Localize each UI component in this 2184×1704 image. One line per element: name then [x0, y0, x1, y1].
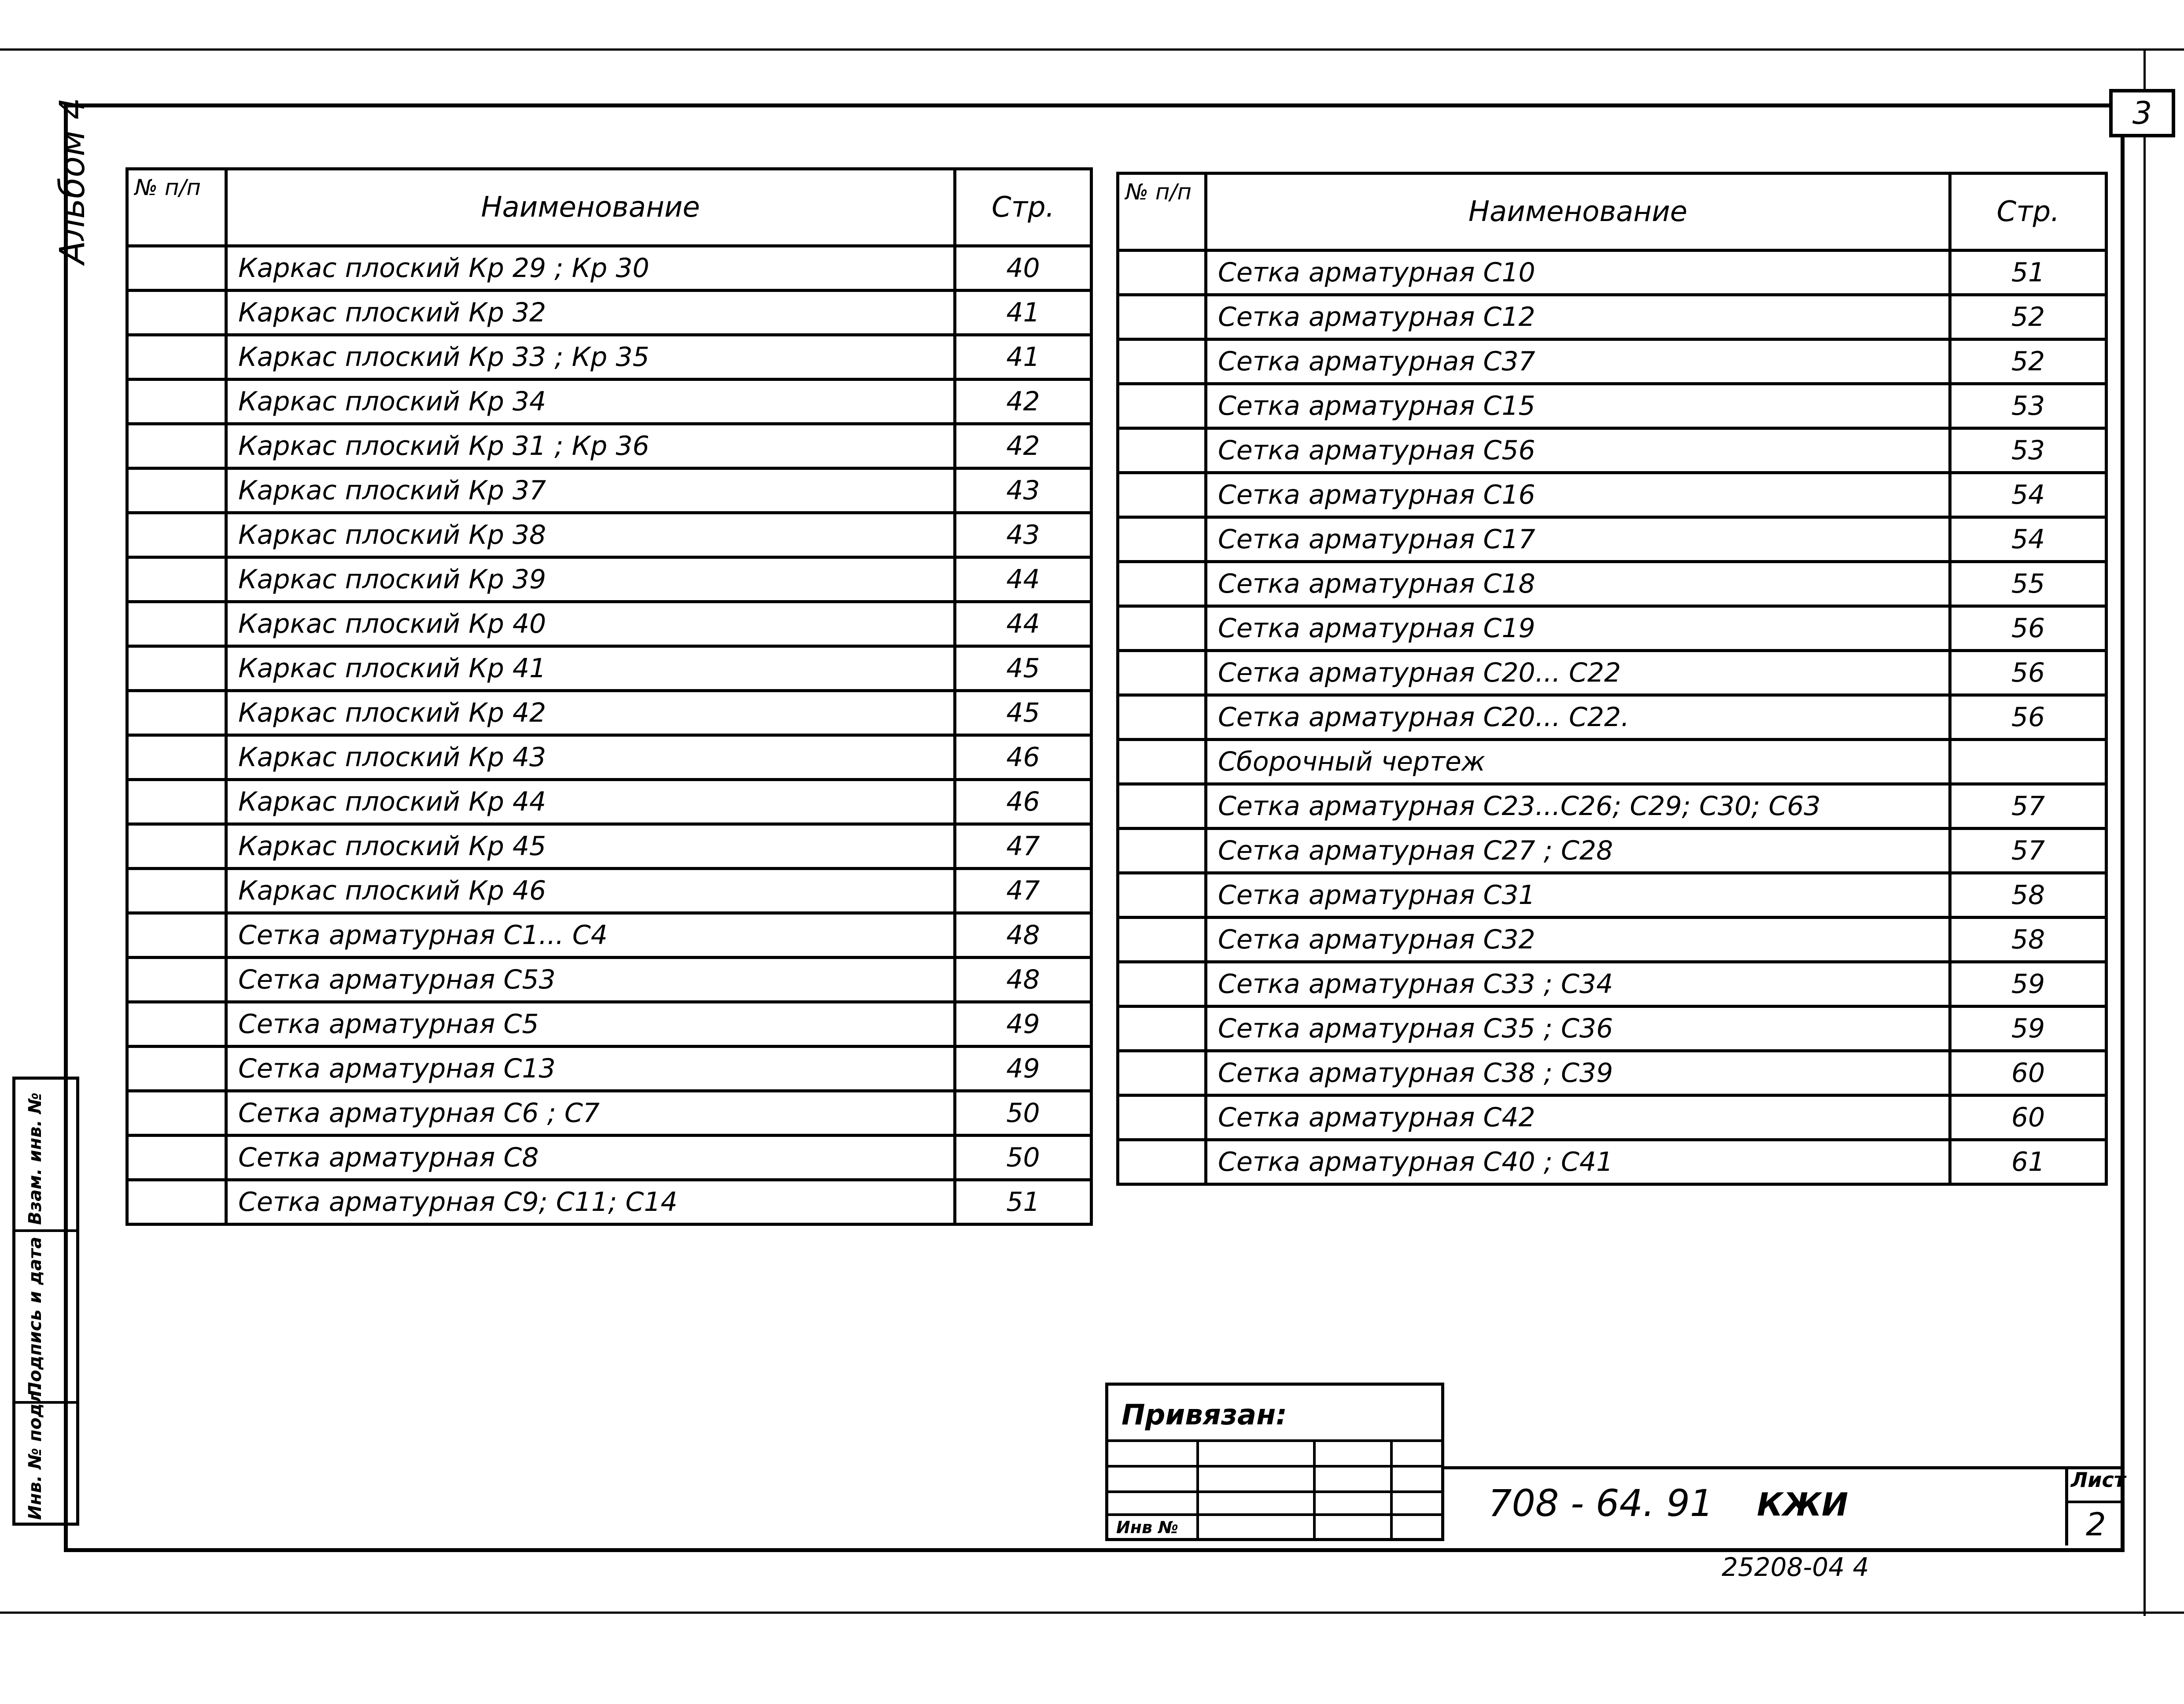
left-row-name: Сетка арматурная С13 [226, 1047, 955, 1091]
right-row-name: Сетка арматурная С16 [1206, 473, 1950, 517]
left-table-row [127, 335, 1092, 380]
left-row-name: Каркас плоский Кр 43 [226, 735, 955, 780]
binding-stamp [1105, 1383, 1444, 1541]
left-header-page: Стр. [955, 169, 1092, 246]
right-row-number [1118, 251, 1206, 295]
left-row-page: 47 [955, 824, 1092, 869]
right-row-number [1118, 651, 1206, 695]
right-row-number [1118, 1140, 1206, 1184]
right-table-row [1118, 918, 2107, 962]
left-table-row [127, 1047, 1092, 1091]
left-row-name: Сетка арматурная С9; С11; С14 [226, 1180, 955, 1225]
left-table-row [127, 602, 1092, 646]
left-row-number [127, 513, 226, 557]
left-row-number [127, 1047, 226, 1091]
left-table-row [127, 913, 1092, 958]
left-header-name: Наименование [226, 169, 955, 246]
right-row-page: 53 [1950, 384, 2107, 428]
left-row-number [127, 557, 226, 602]
left-row-page: 42 [955, 424, 1092, 468]
right-table-row [1118, 606, 2107, 651]
left-row-number [127, 780, 226, 824]
right-row-number [1118, 1095, 1206, 1140]
left-table-row [127, 780, 1092, 824]
right-row-number [1118, 517, 1206, 562]
right-table-row [1118, 1140, 2107, 1184]
right-row-name: Сетка арматурная С27 ; С28 [1206, 829, 1950, 873]
right-row-name: Сетка арматурная С33 ; С34 [1206, 962, 1950, 1007]
approval-replaces: Взам. инв. № [25, 1092, 45, 1225]
right-row-page: 56 [1950, 651, 2107, 695]
sheet-box [2065, 1466, 2125, 1545]
sheet-number-top: 3 [2109, 89, 2175, 137]
right-row-number [1118, 339, 1206, 384]
left-row-page: 49 [955, 1002, 1092, 1047]
left-table-header [127, 169, 1092, 246]
right-row-name: Сетка арматурная С20... С22 [1206, 651, 1950, 695]
approval-inv-no: Инв. № подл. [25, 1383, 45, 1520]
left-table-row [127, 513, 1092, 557]
left-table-row [127, 1180, 1092, 1225]
right-table-row [1118, 651, 2107, 695]
right-row-page [1950, 740, 2107, 784]
left-table-row [127, 958, 1092, 1002]
right-row-name: Сетка арматурная С19 [1206, 606, 1950, 651]
left-row-number [127, 824, 226, 869]
right-row-name: Сетка арматурная С12 [1206, 295, 1950, 339]
right-row-number [1118, 384, 1206, 428]
right-table-row [1118, 517, 2107, 562]
right-row-number [1118, 1051, 1206, 1095]
right-table-row [1118, 384, 2107, 428]
right-row-page: 52 [1950, 295, 2107, 339]
right-table-row [1118, 784, 2107, 829]
left-row-number [127, 869, 226, 913]
right-row-name: Сетка арматурная С17 [1206, 517, 1950, 562]
right-row-page: 54 [1950, 473, 2107, 517]
left-row-page: 45 [955, 646, 1092, 691]
left-table-row [127, 557, 1092, 602]
left-table-row [127, 246, 1092, 291]
right-row-name: Сетка арматурная С10 [1206, 251, 1950, 295]
left-row-number [127, 646, 226, 691]
right-row-page: 58 [1950, 918, 2107, 962]
left-table-row [127, 1136, 1092, 1180]
left-row-name: Сетка арматурная С1... С4 [226, 913, 955, 958]
right-table-row [1118, 740, 2107, 784]
right-row-page: 57 [1950, 829, 2107, 873]
left-row-page: 51 [955, 1180, 1092, 1225]
right-row-number [1118, 873, 1206, 918]
left-row-page: 44 [955, 602, 1092, 646]
left-row-page: 45 [955, 691, 1092, 735]
left-table-row [127, 735, 1092, 780]
left-row-name: Каркас плоский Кр 42 [226, 691, 955, 735]
stamp-vline-2 [1313, 1439, 1316, 1541]
right-row-name: Сетка арматурная С18 [1206, 562, 1950, 606]
right-row-page: 57 [1950, 784, 2107, 829]
left-table-row [127, 869, 1092, 913]
stamp-vline-3 [1390, 1439, 1393, 1541]
left-row-name: Каркас плоский Кр 39 [226, 557, 955, 602]
right-row-page: 58 [1950, 873, 2107, 918]
stamp-inv-label: Инв № [1116, 1518, 1179, 1537]
left-row-page: 41 [955, 291, 1092, 335]
left-row-name: Каркас плоский Кр 40 [226, 602, 955, 646]
left-row-page: 49 [955, 1047, 1092, 1091]
right-table-row [1118, 1095, 2107, 1140]
left-row-name: Каркас плоский Кр 31 ; Кр 36 [226, 424, 955, 468]
right-header-name: Наименование [1206, 173, 1950, 251]
right-row-name: Сетка арматурная С37 [1206, 339, 1950, 384]
right-table-row [1118, 473, 2107, 517]
approvals-divider-1 [15, 1229, 76, 1232]
right-row-number [1118, 962, 1206, 1007]
left-row-number [127, 335, 226, 380]
left-row-number [127, 913, 226, 958]
left-row-name: Каркас плоский Кр 29 ; Кр 30 [226, 246, 955, 291]
left-table-row [127, 291, 1092, 335]
right-table-row [1118, 251, 2107, 295]
right-contents-table [1116, 172, 2108, 1186]
right-row-page: 51 [1950, 251, 2107, 295]
left-row-name: Каркас плоский Кр 41 [226, 646, 955, 691]
left-row-page: 47 [955, 869, 1092, 913]
left-row-number [127, 246, 226, 291]
right-row-name: Сетка арматурная С56 [1206, 428, 1950, 473]
approvals-divider-2 [15, 1401, 76, 1404]
right-row-page: 56 [1950, 606, 2107, 651]
right-row-name: Сборочный чертеж [1206, 740, 1950, 784]
right-row-page: 60 [1950, 1051, 2107, 1095]
right-row-name: Сетка арматурная С42 [1206, 1095, 1950, 1140]
right-row-page: 53 [1950, 428, 2107, 473]
left-row-page: 41 [955, 335, 1092, 380]
left-row-name: Каркас плоский Кр 45 [226, 824, 955, 869]
right-table-row [1118, 829, 2107, 873]
sheet-value: 2 [2086, 1506, 2106, 1543]
sheet-label: Лист [2071, 1468, 2126, 1492]
approval-signature: Подпись и дата [25, 1236, 45, 1397]
right-row-name: Сетка арматурная С35 ; С36 [1206, 1007, 1950, 1051]
left-table-row [127, 1091, 1092, 1136]
left-row-name: Каркас плоский Кр 33 ; Кр 35 [226, 335, 955, 380]
right-row-name: Сетка арматурная С40 ; С41 [1206, 1140, 1950, 1184]
left-row-number [127, 291, 226, 335]
right-table-row [1118, 1051, 2107, 1095]
right-row-number [1118, 695, 1206, 740]
left-row-page: 46 [955, 735, 1092, 780]
left-row-page: 46 [955, 780, 1092, 824]
left-row-page: 50 [955, 1091, 1092, 1136]
right-table-header [1118, 173, 2107, 251]
right-table-row [1118, 1007, 2107, 1051]
left-table-row [127, 1002, 1092, 1047]
binding-stamp-title: Привязан: [1122, 1399, 1287, 1431]
stamp-vline-1 [1196, 1439, 1199, 1541]
left-row-number [127, 958, 226, 1002]
right-row-name: Сетка арматурная С38 ; С39 [1206, 1051, 1950, 1095]
left-table-row [127, 380, 1092, 424]
left-table-row [127, 824, 1092, 869]
left-row-name: Сетка арматурная С5 [226, 1002, 955, 1047]
bottom-scan-edge [0, 1612, 2184, 1614]
right-table-row [1118, 962, 2107, 1007]
right-row-page: 60 [1950, 1095, 2107, 1140]
left-row-page: 43 [955, 513, 1092, 557]
left-row-number [127, 468, 226, 513]
right-row-name: Сетка арматурная С20... С22. [1206, 695, 1950, 740]
approvals-strip [12, 1077, 79, 1526]
album-label: Альбом 4 [53, 97, 92, 264]
left-row-number [127, 1091, 226, 1136]
left-row-name: Каркас плоский Кр 37 [226, 468, 955, 513]
right-row-number [1118, 428, 1206, 473]
top-scan-edge [0, 48, 2184, 51]
left-row-number [127, 602, 226, 646]
left-row-number [127, 735, 226, 780]
right-row-name: Сетка арматурная С15 [1206, 384, 1950, 428]
right-row-page: 59 [1950, 962, 2107, 1007]
left-contents-table [125, 167, 1093, 1226]
left-row-number [127, 1136, 226, 1180]
right-row-number [1118, 918, 1206, 962]
right-row-number [1118, 562, 1206, 606]
right-row-page: 54 [1950, 517, 2107, 562]
left-row-name: Сетка арматурная С6 ; С7 [226, 1091, 955, 1136]
right-row-number [1118, 829, 1206, 873]
right-row-name: Сетка арматурная С31 [1206, 873, 1950, 918]
left-row-number [127, 424, 226, 468]
left-row-number [127, 691, 226, 735]
right-row-number [1118, 784, 1206, 829]
left-row-number [127, 1002, 226, 1047]
right-row-page: 52 [1950, 339, 2107, 384]
right-table-row [1118, 339, 2107, 384]
right-header-page: Стр. [1950, 173, 2107, 251]
right-header-num: № п/п [1118, 173, 1206, 251]
right-row-number [1118, 1007, 1206, 1051]
left-row-page: 40 [955, 246, 1092, 291]
right-row-number [1118, 740, 1206, 784]
left-row-page: 48 [955, 913, 1092, 958]
left-table-row [127, 424, 1092, 468]
document-code: 708 - 64. 91 [1488, 1482, 1714, 1525]
left-row-page: 42 [955, 380, 1092, 424]
right-table-row [1118, 695, 2107, 740]
right-row-page: 55 [1950, 562, 2107, 606]
left-row-page: 48 [955, 958, 1092, 1002]
left-row-page: 44 [955, 557, 1092, 602]
right-row-number [1118, 295, 1206, 339]
right-table-row [1118, 562, 2107, 606]
left-row-name: Сетка арматурная С53 [226, 958, 955, 1002]
left-row-name: Каркас плоский Кр 38 [226, 513, 955, 557]
right-row-number [1118, 606, 1206, 651]
right-row-page: 59 [1950, 1007, 2107, 1051]
left-row-number [127, 1180, 226, 1225]
left-table-row [127, 646, 1092, 691]
left-row-name: Каркас плоский Кр 34 [226, 380, 955, 424]
left-table-row [127, 691, 1092, 735]
left-row-page: 43 [955, 468, 1092, 513]
left-row-page: 50 [955, 1136, 1092, 1180]
right-row-page: 56 [1950, 695, 2107, 740]
left-row-name: Сетка арматурная С8 [226, 1136, 955, 1180]
left-row-name: Каркас плоский Кр 46 [226, 869, 955, 913]
left-table-row [127, 468, 1092, 513]
left-row-name: Каркас плоский Кр 32 [226, 291, 955, 335]
left-row-number [127, 380, 226, 424]
right-row-number [1118, 473, 1206, 517]
sheet-separator [2068, 1501, 2125, 1503]
document-mark: КЖИ [1757, 1486, 1848, 1523]
left-row-name: Каркас плоский Кр 44 [226, 780, 955, 824]
right-scan-edge [2143, 48, 2146, 1616]
left-header-num: № п/п [127, 169, 226, 246]
right-row-name: Сетка арматурная С23...С26; С29; С30; С63 [1206, 784, 1950, 829]
right-row-page: 61 [1950, 1140, 2107, 1184]
right-row-name: Сетка арматурная С32 [1206, 918, 1950, 962]
right-table-row [1118, 873, 2107, 918]
footnote-code: 25208-04 4 [1722, 1552, 1869, 1582]
right-table-row [1118, 428, 2107, 473]
right-table-row [1118, 295, 2107, 339]
